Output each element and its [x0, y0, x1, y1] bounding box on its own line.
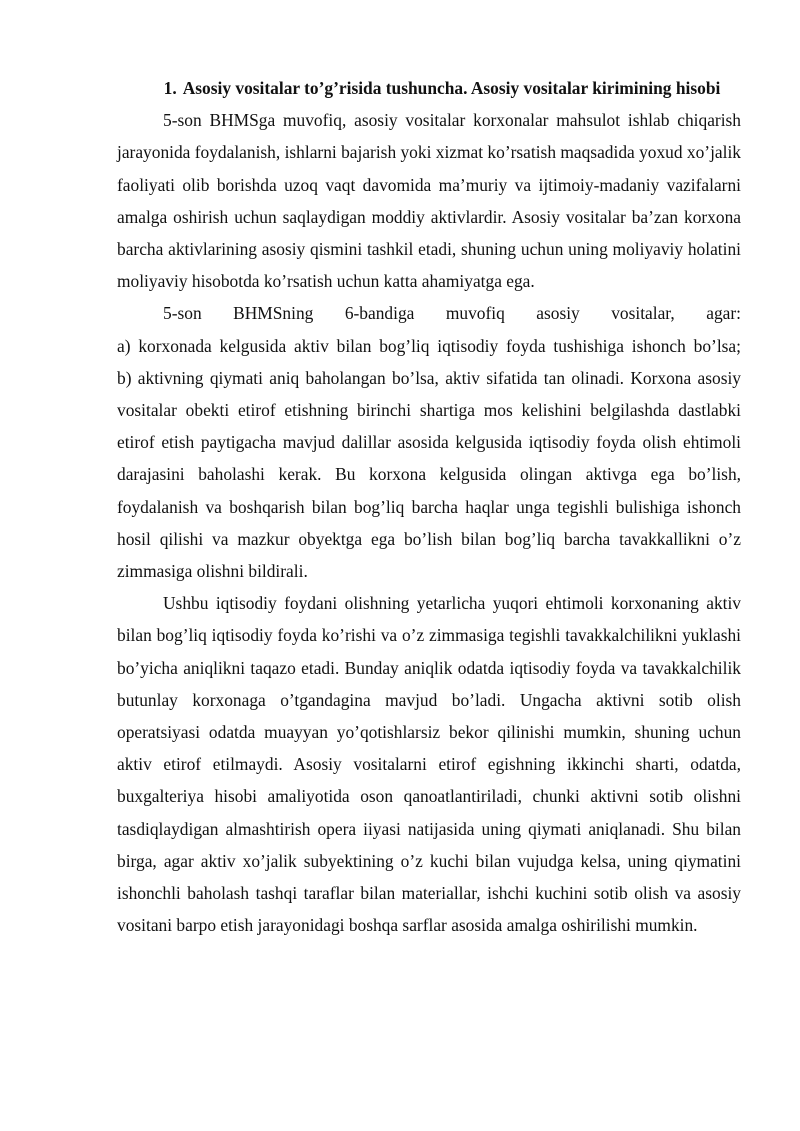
section-number: 1.	[163, 78, 177, 98]
paragraph-conditions-intro	[117, 297, 741, 329]
condition-b: b) aktivning qiymati aniq baholangan bo’lsa, aktiv sifatida tan olinadi. Korxona asosiy vositalar obekti etirof etishning birinchi shartiga mos kelishini belgilashda dastlabki etirof etish paytigacha mavjud dalillar asosida kelgusida iqtisodiy foyda olish ehtimoli darajasini baholashi kerak. Bu korxona kelgusida olingan aktivga ega bo’lish, foydalanish va boshqarish bilan bog’liq barcha haqlar unga tegishli bulishiga ishonch hosil qilishi va mazkur obyektga ega bo’lish bilan bog’liq barcha tavakkallikni o’z zimmasiga olishni bildirali.	[117, 367, 741, 582]
paragraph-probability: Ushbu iqtisodiy foydani olishning yetarlicha yuqori ehtimoli korxonaning aktiv bilan bog’liq iqtisodiy foyda ko’rishi va o’z zimmasiga tegishli tavakkalchilikni yuklashi bo’yicha aniqlikni taqazo etadi. Bunday aniqlik odatda iqtisodiy foyda va tavakkalchilik butunlay korxonaga o’tgandagina mavjud bo’ladi. Ungacha aktivni sotib olish operatsiyasi odatda muayyan yo’qotishlarsiz bekor qilinishi mumkin, shuning uchun aktiv etirof etilmaydi. Asosiy vositalarni etirof egishning ikkinchi sharti, odatda, buxgalteriya hisobi amaliyotida oson qanoatlantiriladi, chunki aktivni sotib olishni tasdiqlaydigan almashtirish opera iiyasi natijasida uning qiymati aniqlanadi. Shu bilan birga, agar aktiv xo’jalik subyektining o’z kuchi bilan vujudga kelsa, uning qiymatini ishonchli baholash tashqi taraflar bilan materiallar, ishchi kuchini sotib olish va asosiy vositani barpo etish jarayonidagi boshqa sarflar asosida amalga oshirilishi mumkin.	[117, 593, 741, 936]
document-page	[117, 72, 741, 941]
conditions-intro-text: 5-son BHMSning 6-bandiga muvofiq asosiy vositalar, agar:	[163, 303, 741, 324]
condition-a: a) korxonada kelgusida aktiv bilan bog’liq iqtisodiy foyda tushishiga ishonch bo’lsa;	[117, 335, 741, 356]
section-heading	[117, 72, 741, 104]
paragraph-definition: 5-son BHMSga muvofiq, asosiy vositalar korxonalar mahsulot ishlab chiqarish jarayonida foydalanish, ishlarni bajarish yoki xizmat ko’rsatish maqsadida yoxud xo’jalik faoliyati olib borishda uzoq vaqt davomida ma’muriy va ijtimoiy-madaniy vazifalarni amalga oshirish uchun saqlaydigan moddiy aktivlardir. Asosiy vositalar ba’zan korxona barcha aktivlarining asosiy qismini tashkil etadi, shuning uchun uning moliyaviy holatini moliyaviy hisobotda ko’rsatish uchun katta ahamiyatga ega.	[117, 110, 741, 292]
section-title: Asosiy vositalar to’g’risida tushuncha. Asosiy vositalar kirimining hisobi	[182, 78, 721, 98]
